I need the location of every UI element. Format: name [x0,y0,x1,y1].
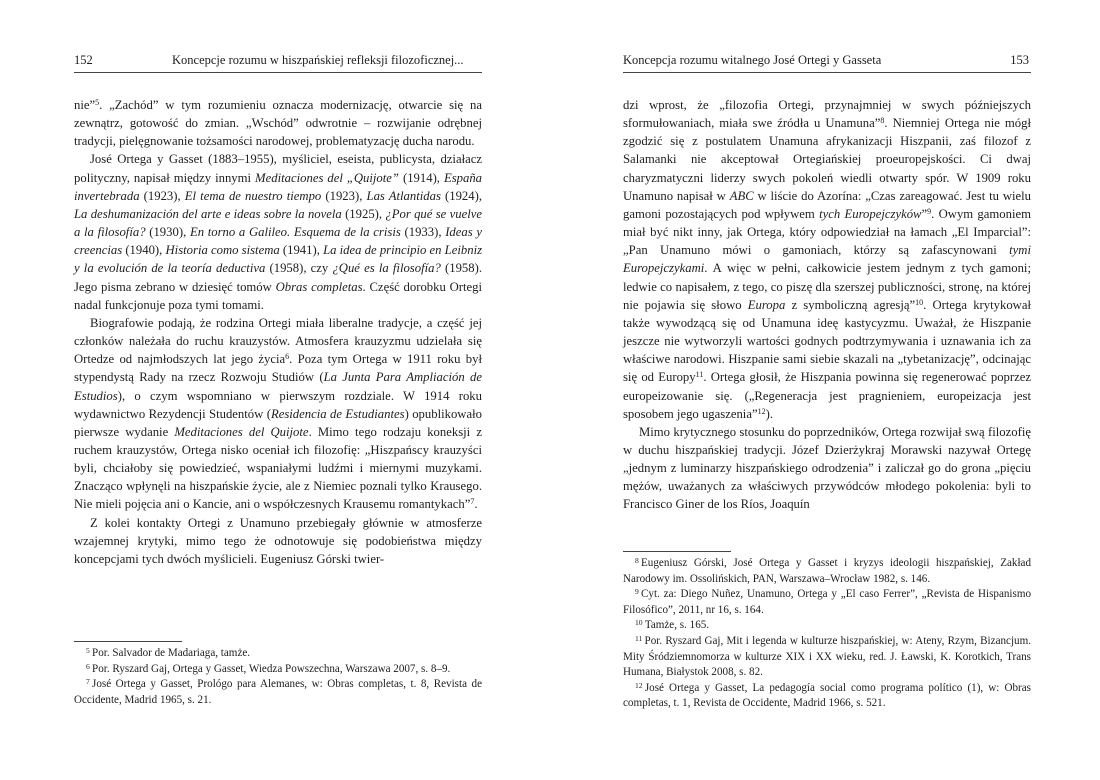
footnote: $^7$ José Ortega y Gasset, Prológo para Alemanes, w: Obras completas, t. 8, Revista de Occidente, Madrid 1965, s. 21. [74,677,482,706]
right-running-title: Koncepcja rozumu witalnego José Ortegi y Gasseta [623,53,882,67]
right-page [623,0,1031,780]
paragraph: Biografowie podają, że rodzina Ortegi miała liberalne tradycje, a część jej członków należała do ruchu krauzystów. Atmosfera krauzyzmu udzielała się Ortedze od najmłodszych lat jego życia$^6$. Poza tym Ortega w 1911 roku był stypendystą Rady na rzecz Rozwoju Studiów (La Junta Para Ampliación de Estudios), o czym wspomniano w pierwszym rozdziale. W 1914 roku wydawnictwo Rezydencji Studentów (Residencia de Estudiantes) opublikowało pierwsze wydanie Meditaciones del Quijote. Mimo tego rodzaju koneksji z ruchem krauzystów, Ortega nisko oceniał ich filozofię: „Hiszpańscy krauzyści byli, chciałoby się powiedzieć, wspaniałymi ludźmi i miernymi muzykami. Znacząco wpłynęli na hiszpańskie życie, ale z Niemiec poznali tylko Krausego. Nie mieli pojęcia ani o Kancie, ani o współczesnych Krausemu romantykach”$^7$. [74,315,482,512]
paragraph: dzi wprost, że „filozofia Ortegi, przynajmniej w swych późniejszych sformułowaniach, miała swe źródła u Unamuna”$^8$. Niemniej Ortega nie mógł zgodzić się z postulatem Unamuna afrykanizacji Hiszpanii, zaś filozof z Salamanki nie akceptował Ortegiańskiej proeuropejskości. Ci dwaj charyzmatyczni liderzy swych pokoleń wiedli otwarty spór. W 1909 roku Unamuno napisał w ABC w liście do Azorína: „Czas zareagować. Jest tu wielu gamoni pozostających pod wpływem tych Europejczyków”$^9$. Owym gamoniem miał być nikt inny, jak Ortega, który odpowiedział na łamach „El Imparcial”: „Pan Unamuno mówi o gamoniach, którzy są zafascynowani tymi Europejczykami. A więc w pełni, całkowicie jestem jednym z tych gamoni; ledwie co napisałem, z tego, co piszę dla szerszej publiczności, stronę, na której nie pojawia się słowo Europa z symboliczną agresją”$^{10}$. Ortega krytykował także wywodzącą się od Unamuna ideę kastycyzmu. Uważał, że Hiszpanie jeszcze nie wytworzyli wartości godnych podtrzymywania i uznawania ich za właściwe narodowi. Hiszpanie sami siebie skazali na „tybetanizację”, odcinając się od Europy$^{11}$. Ortega głosił, że Hiszpania powinna się regenerować poprzez europeizowanie się. („Regeneracja jest pragnieniem, europeizacja jest sposobem jego ugaszenia”$^{12}$). [623,98,1032,421]
footnote-ref[interactable]: 9 [927,206,932,216]
footnote: $^6$ Por. Ryszard Gaj, Ortega y Gasset, Wiedza Powszechna, Warszawa 2007, s. 8–9. [86,661,451,675]
right-footnotes [623,556,1031,712]
paragraph: José Ortega y Gasset (1883–1955), myśliciel, eseista, publicysta, działacz polityczny, napisał między innymi Meditaciones del „Quijote” (1914), España invertebrada (1923), El tema de nuestro tiempo (1923), Las Atlantidas (1924), La deshumanización del arte e ideas sobre la novela (1925), ¿Por qué se vuelve a la filosofía? (1930), En torno a Galileo. Esquema de la crisis (1933), Ideas y creencias (1940), Historia como sistema (1941), La idea de principio en Leibniz y la evolución de la teoría deductiva (1958), czy ¿Qué es la filosofía? (1958). Jego pisma zebrano w dziesięć tomów Obras completas. Część dorobku Ortegi nadal funkcjonuje poza tymi tomami. [74,152,483,312]
paragraph: Mimo krytycznego stosunku do poprzedników, Ortega rozwijał swą filozofię w duchu hiszpańskiej tradycji. Józef Dzierżykraj Morawski nazywał Ortegę „jednym z luminarzy hiszpańskiego odrodzenia” i zaliczał go do grona „pięciu mężów, uważanych za właściwych przywódców młodego pokolenia: byli to Francisco Giner de los Ríos, Joaquín [623,424,1031,512]
right-page-number: 153 [1010,53,1029,67]
footnote: $^{12}$ José Ortega y Gasset, La pedagogía social como programa político (1), w: Obras completas, t. 1, Revista de Occidente, Madrid 1966, s. 521. [623,680,1031,710]
paragraph: nie”$^5$. „Zachód” w tym rozumieniu oznacza modernizację, otwarcie się na zewnątrz, gotowość do zmian. „Wschód” odwrotnie – rozwijanie odrębnej tradycji, pielęgnowanie tożsamości narodowej, problematyzację ducha narodu. [74,98,482,149]
footnote-ref[interactable]: 11 [695,370,704,380]
right-running-head [623,48,1031,73]
footnote-ref[interactable]: 10 [915,297,924,307]
footnote: $^5$ Por. Salvador de Madariaga, tamże. [86,646,251,659]
footnote-ref[interactable]: 7 [470,497,475,507]
footnote: $^8$ Eugeniusz Górski, José Ortega y Gasset i kryzys ideologii hiszpańskiej, Zakład Narodowy im. Ossolińskich, PAN, Warszawa–Wrocław 1982, s. 146. [623,556,1031,585]
left-page [74,0,482,780]
footnote: $^9$ Cyt. za: Diego Nuñez, Unamuno, Ortega y „El caso Ferrer”, „Revista de Hispanismo Filosófico”, 2011, nr 16, s. 164. [623,587,1031,616]
footnote: $^{10}$ Tamże, s. 165. [635,618,710,632]
paragraph: Z kolei kontakty Ortegi z Unamuno przebiegały głównie w atmosferze wzajemnej krytyki, mimo tego że odnotowuje się podobieństwa między koncepcjami tych dwóch myślicieli. Eugeniusz Górski twier- [74,515,482,566]
left-running-title: Koncepcje rozumu w hiszpańskiej refleksji filozoficznej... [172,53,464,67]
footnote: $^{11}$ Por. Ryszard Gaj, Mit i legenda w kulturze hiszpańskiej, w: Ateny, Rzym, Bizancjum. Mity Śródziemnomorza w kulturze XIX i XX wieku, red. J. Ławski, K. Korotkich, Trans Humana, Białystok 2008, s. 82. [623,633,1031,679]
footnote-separator [623,551,731,552]
footnote-ref[interactable]: 6 [285,352,290,362]
left-footnotes [74,646,482,708]
left-running-head [74,48,482,73]
right-body-text [623,96,1031,514]
footnote-ref[interactable]: 8 [880,116,885,126]
footnote-separator [74,641,182,642]
left-body-text [74,96,482,568]
footnote-ref[interactable]: 5 [95,98,100,107]
footnote-ref[interactable]: 12 [757,406,766,416]
left-page-number: 152 [74,53,93,67]
